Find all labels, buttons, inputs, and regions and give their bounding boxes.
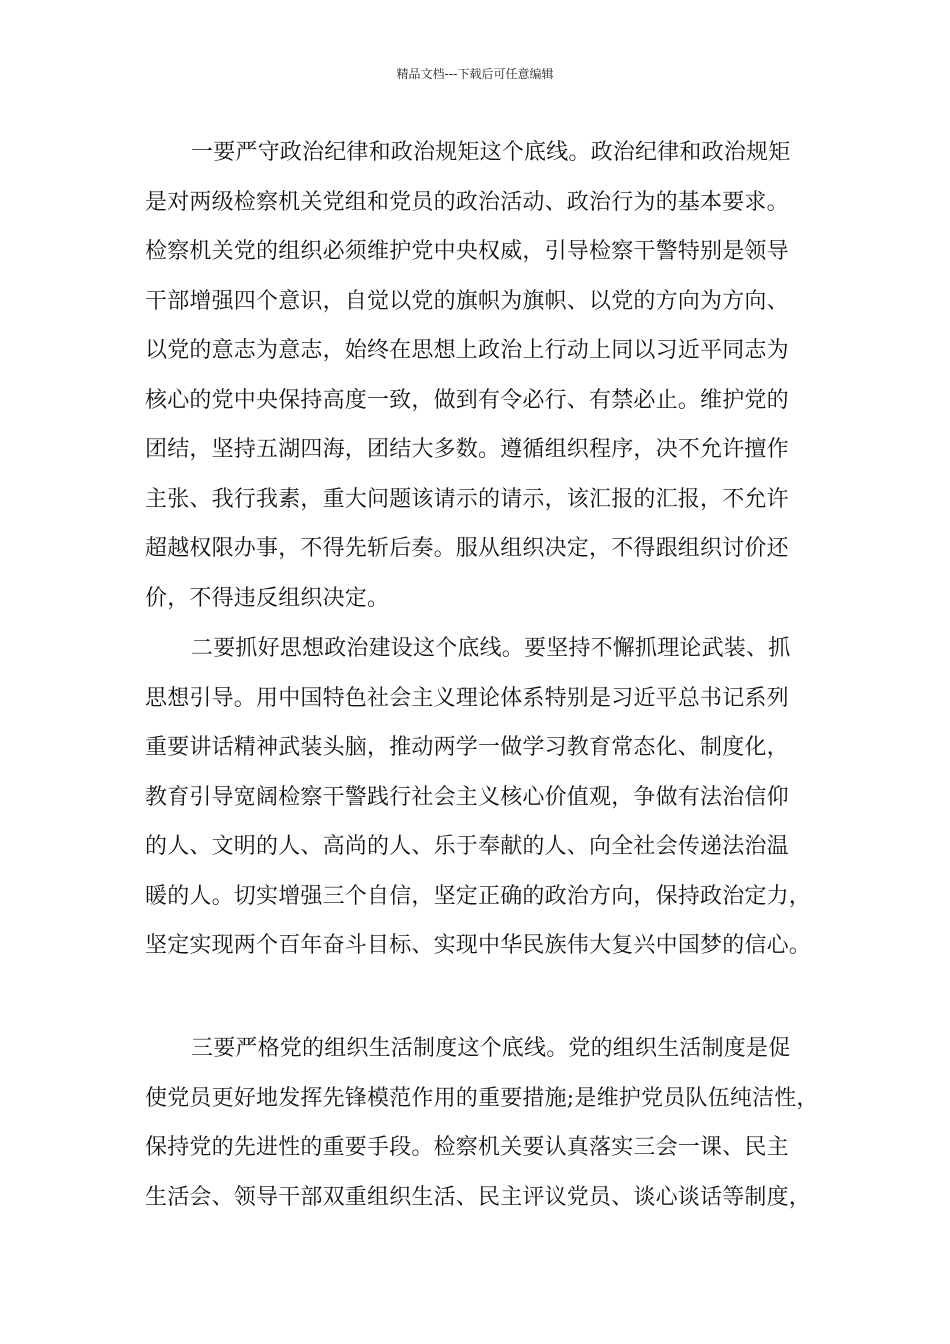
text-line: 检察机关党的组织必须维护党中央权威，引导检察干警特别是领导: [145, 239, 789, 264]
text-line: 是对两级检察机关党组和党员的政治活动、政治行为的基本要求。: [145, 189, 789, 215]
text-line: 核心的党中央保持高度一致，做到有令必行、有禁必止。维护党的: [145, 387, 789, 413]
text-line: 保持党的先进性的重要手段。检察机关要认真落实三会一课、民主: [145, 1135, 789, 1160]
text-line: 暖的人。切实增强三个自信，坚定正确的政治方向，保持政治定力，: [145, 883, 812, 909]
text-line: 二要抓好思想政治建设这个底线。要坚持不懈抓理论武装、抓: [191, 636, 791, 661]
text-line: 主张、我行我素，重大问题该请示的请示，该汇报的汇报，不允许: [145, 486, 789, 512]
text-line: 一要严守政治纪律和政治规矩这个底线。政治纪律和政治规矩: [191, 140, 791, 165]
text-line: 价，不得违反组织决定。: [145, 585, 390, 611]
text-line: 超越权限办事，不得先斩后奏。服从组织决定，不得跟组织讨价还: [145, 536, 789, 561]
paragraph-2: [145, 624, 825, 971]
paragraph-1: [145, 128, 825, 623]
text-line: 生活会、领导干部双重组织生活、民主评议党员、谈心谈话等制度，: [145, 1184, 812, 1210]
text-line: 干部增强四个意识，自觉以党的旗帜为旗帜、以党的方向为方向、: [145, 288, 789, 314]
page-header: 精品文档---下载后可任意编辑: [396, 67, 554, 81]
text-line: 团结，坚持五湖四海，团结大多数。遵循组织程序，决不允许擅作: [145, 437, 789, 462]
text-line: 重要讲话精神武装头脑，推动两学一做学习教育常态化、制度化，: [145, 735, 789, 760]
text-line: 三要严格党的组织生活制度这个底线。党的组织生活制度是促: [191, 1036, 791, 1061]
text-line: 的人、文明的人、高尚的人、乐于奉献的人、向全社会传递法治温: [145, 834, 789, 859]
text-line: 坚定实现两个百年奋斗目标、实现中华民族伟大复兴中国梦的信心。: [145, 933, 812, 958]
text-line: 教育引导宽阔检察干警践行社会主义核心价值观，争做有法治信仰: [145, 784, 789, 810]
text-line: 思想引导。用中国特色社会主义理论体系特别是习近平总书记系列: [145, 685, 789, 711]
text-line: 以党的意志为意志，始终在思想上政治上行动上同以习近平同志为: [145, 338, 789, 363]
text-line: 使党员更好地发挥先锋模范作用的重要措施;是维护党员队伍纯洁性，: [145, 1085, 819, 1111]
paragraph-3: [145, 1024, 825, 1222]
